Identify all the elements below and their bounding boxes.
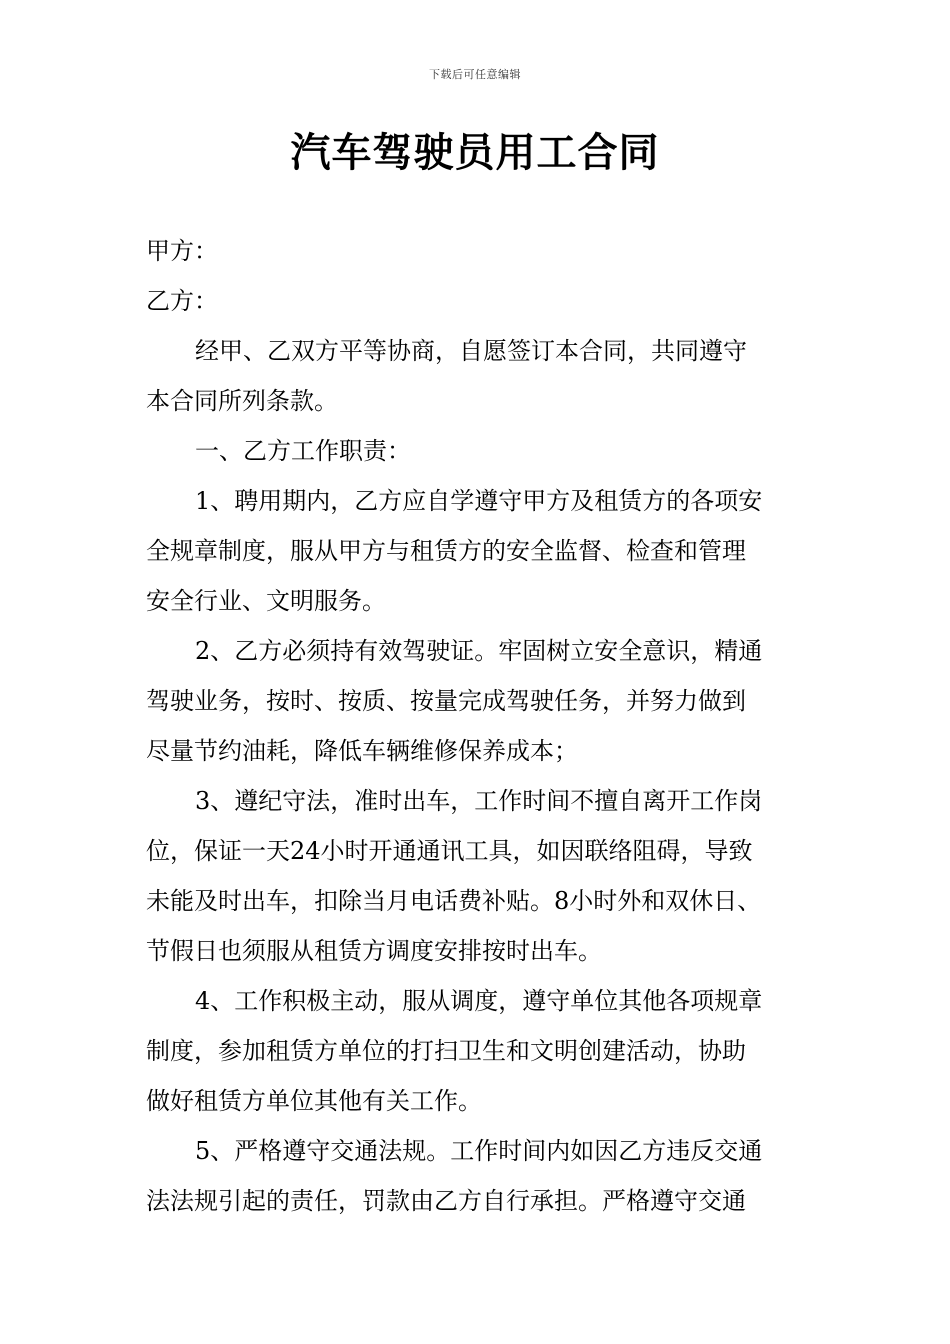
document-title: 汽车驾驶员用工合同 — [290, 129, 660, 176]
clause-4-paragraph — [146, 976, 806, 1126]
clause-line: 1、聘用期内，乙方应自学遵守甲方及租赁方的各项安 — [195, 487, 763, 515]
clause-line: 4、工作积极主动，服从调度，遵守单位其他各项规章 — [195, 987, 763, 1015]
party-a-line — [146, 226, 806, 276]
clause-line: 做好租赁方单位其他有关工作。 — [146, 1087, 482, 1115]
header-note: 下载后可任意编辑 — [429, 68, 521, 81]
party-b-label: 乙方： — [146, 287, 218, 315]
clause-line: 安全行业、文明服务。 — [146, 587, 386, 615]
clause-line: 2、乙方必须持有效驾驶证。牢固树立安全意识，精通 — [195, 637, 763, 665]
clause-line: 5、严格遵守交通法规。工作时间内如因乙方违反交通 — [195, 1137, 763, 1165]
party-b-line — [146, 276, 806, 326]
intro-line: 经甲、乙双方平等协商，自愿签订本合同，共同遵守 — [195, 337, 747, 365]
clause-1-paragraph — [146, 476, 806, 626]
section-1-heading — [146, 426, 806, 476]
clause-line: 法法规引起的责任，罚款由乙方自行承担。严格遵守交通 — [146, 1187, 746, 1215]
intro-line: 本合同所列条款。 — [146, 387, 338, 415]
clause-line: 驾驶业务，按时、按质、按量完成驾驶任务，并努力做到 — [146, 687, 746, 715]
clause-line: 未能及时出车，扣除当月电话费补贴。8小时外和双休日、 — [146, 887, 762, 915]
clause-line: 全规章制度，服从甲方与租赁方的安全监督、检查和管理 — [146, 537, 746, 565]
party-a-label: 甲方： — [146, 237, 218, 265]
clause-line: 节假日也须服从租赁方调度安排按时出车。 — [146, 937, 602, 965]
intro-paragraph — [146, 326, 806, 426]
clause-line: 3、遵纪守法，准时出车，工作时间不擅自离开工作岗 — [195, 787, 763, 815]
clause-2-paragraph — [146, 626, 806, 776]
document-body — [146, 226, 806, 1226]
clause-line: 制度，参加租赁方单位的打扫卫生和文明创建活动，协助 — [146, 1037, 746, 1065]
clause-5-paragraph — [146, 1126, 806, 1226]
clause-line: 尽量节约油耗，降低车辆维修保养成本； — [146, 737, 578, 765]
section-heading-text: 一、乙方工作职责： — [195, 437, 411, 465]
clause-line: 位，保证一天24小时开通通讯工具，如因联络阻碍，导致 — [146, 837, 753, 865]
clause-3-paragraph — [146, 776, 806, 976]
